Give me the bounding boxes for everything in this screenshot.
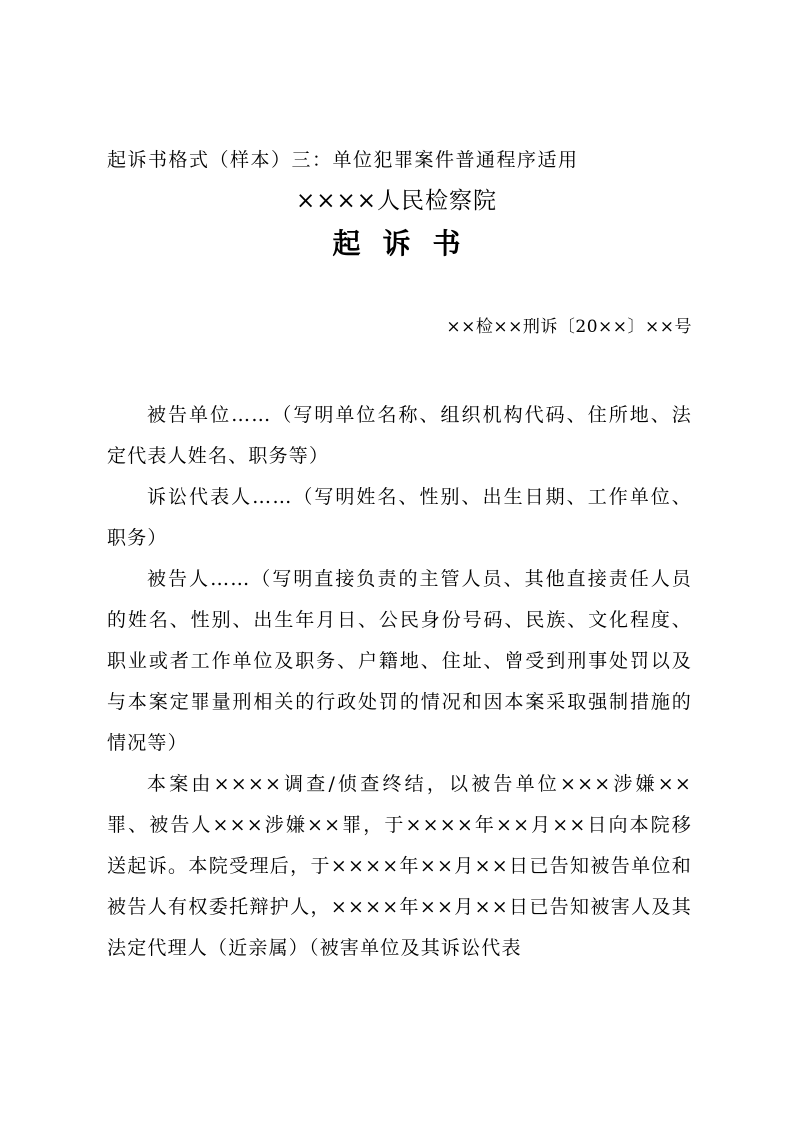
document-body bbox=[107, 395, 692, 969]
paragraph-litigation-representative: 诉讼代表人……（写明姓名、性别、出生日期、工作单位、职务） bbox=[107, 486, 692, 549]
document-title: 起诉书 bbox=[332, 227, 483, 260]
paragraph-case-procedure: 本案由××××调查/侦查终结，以被告单位×××涉嫌××罪、被告人×××涉嫌××罪，于××××年××月××日向本院移送起诉。本院受理后，于××××年××月××日已告知被告单位和被告人有权委托辩护人，××××年××月××日已告知被害人及其法定代理人（近亲属）（被害单位及其诉讼代表 bbox=[107, 773, 692, 959]
paragraph-defendant-person: 被告人……（写明直接负责的主管人员、其他直接责任人员的姓名、性别、出生年月日、公民身份号码、民族、文化程度、职业或者工作单位及职务、户籍地、住址、曾受到刑事处罚以及与本案定罪量刑相关的行政处罚的情况和因本案采取强制措施的情况等） bbox=[107, 568, 692, 754]
document-number: ××检××刑诉〔20××〕××号 bbox=[446, 317, 692, 337]
paragraph-defendant-unit: 被告单位……（写明单位名称、组织机构代码、住所地、法定代表人姓名、职务等） bbox=[107, 404, 692, 467]
procuratorate-name: ××××人民检察院 bbox=[295, 188, 498, 214]
template-subtitle: 起诉书格式（样本）三：单位犯罪案件普通程序适用 bbox=[107, 149, 579, 171]
